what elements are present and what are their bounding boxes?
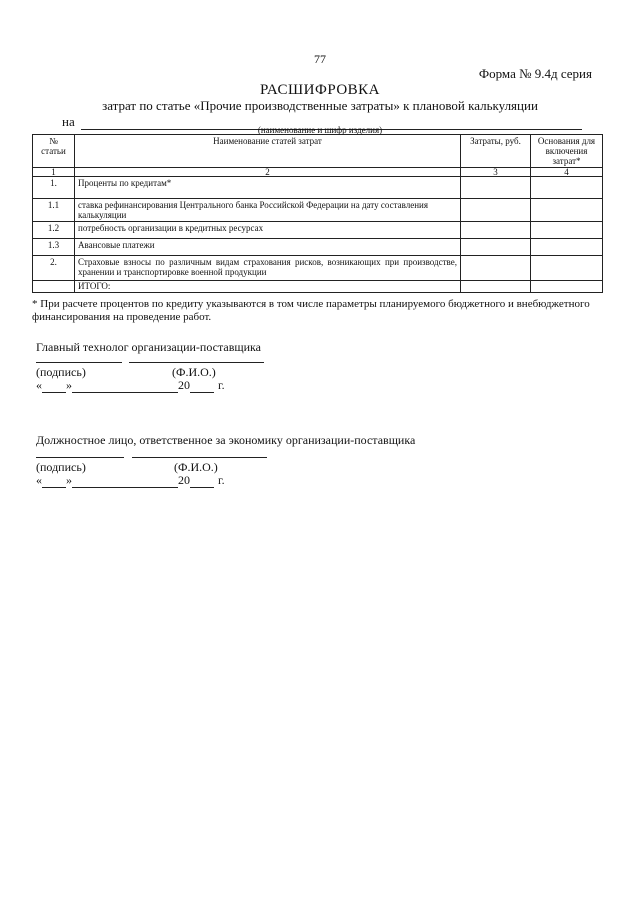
date-field[interactable] — [36, 378, 225, 393]
quote-open: « — [36, 378, 42, 392]
footnote: * При расчете процентов по кредиту указываются в том числе параметры планируемого бюджетного и внебюджетного финансирования на проведение работ. — [32, 298, 590, 323]
row-name: Страховые взносы по различным видам страхования рисков, возникающих при производстве, хранении и транспортировке военной продукции — [75, 256, 461, 281]
month-line — [72, 475, 178, 488]
year-prefix: 20 — [178, 378, 190, 392]
row-cost-cell[interactable] — [461, 239, 531, 256]
total-cost-cell[interactable] — [461, 281, 531, 293]
day-line — [42, 380, 66, 393]
row-name: Авансовые платежи — [75, 239, 461, 256]
signature-line[interactable] — [36, 457, 124, 458]
header-name: Наименование статей затрат — [75, 135, 461, 168]
row-name: Проценты по кредитам* — [75, 177, 461, 199]
row-cost-cell[interactable] — [461, 256, 531, 281]
year-suffix: г. — [218, 378, 225, 392]
column-number: 1 — [33, 168, 75, 177]
signature-line[interactable] — [36, 362, 122, 363]
document-title: РАСШИФРОВКА — [259, 82, 381, 98]
fio-label: (Ф.И.О.) — [172, 365, 216, 379]
fio-line[interactable] — [129, 362, 264, 363]
cost-table — [32, 134, 603, 293]
na-label: на — [62, 114, 75, 129]
column-number: 4 — [531, 168, 603, 177]
row-number: 1. — [33, 177, 75, 199]
item-caption: (наименование и шифр изделия) — [257, 125, 383, 135]
fio-line[interactable] — [132, 457, 267, 458]
row-basis-cell[interactable] — [531, 239, 603, 256]
row-number: 1.1 — [33, 199, 75, 222]
table-header-row — [33, 135, 603, 168]
total-empty-cell — [33, 281, 75, 293]
year-line — [190, 380, 214, 393]
row-basis-cell[interactable] — [531, 256, 603, 281]
document-subtitle: затрат по статье «Прочие производственные затраты» к плановой калькуляции — [102, 98, 538, 113]
table-row — [33, 222, 603, 239]
row-name: потребность организации в кредитных ресурсах — [75, 222, 461, 239]
year-prefix: 20 — [178, 473, 190, 487]
total-row — [33, 281, 603, 293]
total-label: ИТОГО: — [75, 281, 461, 293]
header-no: № статьи — [33, 135, 75, 168]
row-basis-cell[interactable] — [531, 199, 603, 222]
column-number: 3 — [461, 168, 531, 177]
row-cost-cell[interactable] — [461, 222, 531, 239]
quote-close: » — [66, 378, 72, 392]
day-line — [42, 475, 66, 488]
row-basis-cell[interactable] — [531, 177, 603, 199]
date-field[interactable] — [36, 473, 225, 488]
header-basis: Основания для включения затрат* — [531, 135, 603, 168]
year-suffix: г. — [218, 473, 225, 487]
column-number-row — [33, 168, 603, 177]
row-basis-cell[interactable] — [531, 222, 603, 239]
table-row — [33, 177, 603, 199]
signature-label: (подпись) — [36, 460, 86, 474]
signature-heading: Главный технолог организации-поставщика — [36, 340, 261, 354]
form-label: Форма № 9.4д серия — [478, 66, 592, 81]
page-number: 77 — [314, 52, 326, 66]
header-cost: Затраты, руб. — [461, 135, 531, 168]
fio-label: (Ф.И.О.) — [174, 460, 218, 474]
row-name: ставка рефинансирования Центрального банка Российской Федерации на дату составления калькуляции — [75, 199, 461, 222]
table-row — [33, 239, 603, 256]
column-number: 2 — [75, 168, 461, 177]
total-basis-cell[interactable] — [531, 281, 603, 293]
month-line — [72, 380, 178, 393]
table-row — [33, 199, 603, 222]
table-row — [33, 256, 603, 281]
row-cost-cell[interactable] — [461, 199, 531, 222]
year-line — [190, 475, 214, 488]
row-number: 1.2 — [33, 222, 75, 239]
quote-open: « — [36, 473, 42, 487]
signature-label: (подпись) — [36, 365, 86, 379]
row-number: 1.3 — [33, 239, 75, 256]
signature-heading: Должностное лицо, ответственное за экономику организации-поставщика — [36, 433, 416, 447]
row-number: 2. — [33, 256, 75, 281]
quote-close: » — [66, 473, 72, 487]
row-cost-cell[interactable] — [461, 177, 531, 199]
